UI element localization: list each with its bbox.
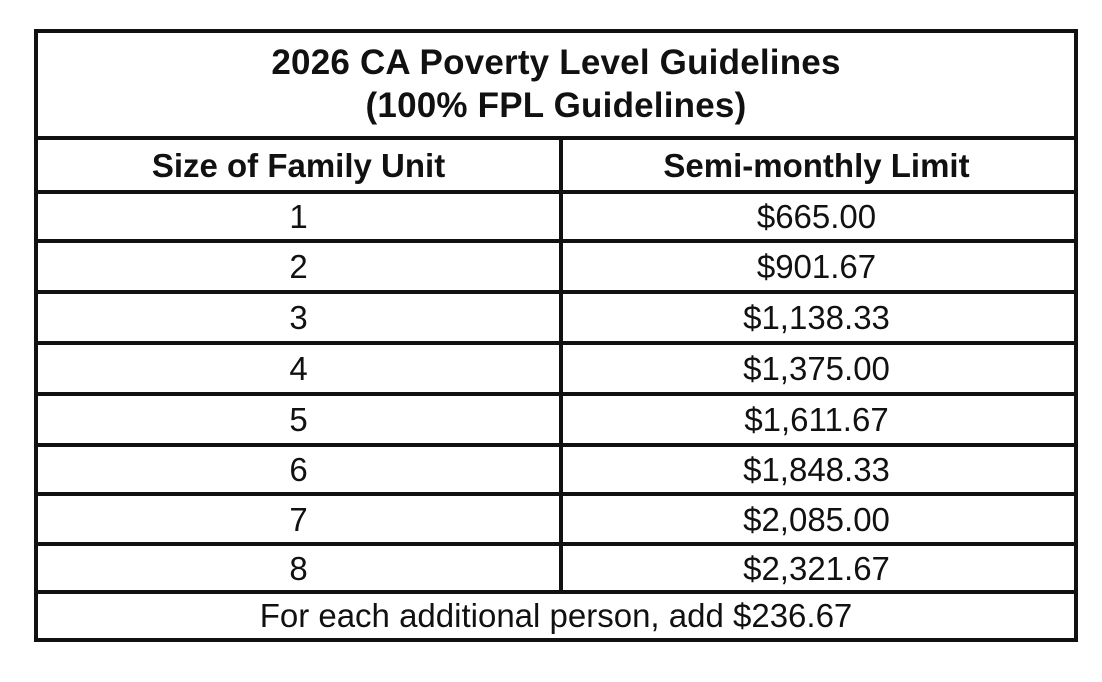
table-row — [38, 194, 1074, 239]
family-size-cell: 7 — [289, 500, 308, 538]
family-size-cell: 1 — [289, 198, 308, 235]
family-size-cell: 3 — [289, 299, 308, 336]
semi-monthly-limit-cell: $2,085.00 — [743, 500, 890, 538]
header-size-of-family-unit: Size of Family Unit — [151, 146, 446, 184]
semi-monthly-limit-cell: $1,375.00 — [743, 350, 890, 387]
table-grid — [38, 140, 1074, 590]
table-row — [38, 294, 1074, 341]
semi-monthly-limit-cell: $901.67 — [756, 248, 877, 285]
additional-person-note: For each additional person, add $236.67 — [38, 590, 1074, 638]
semi-monthly-limit-cell: $665.00 — [756, 198, 877, 235]
family-size-cell: 6 — [289, 451, 308, 488]
column-divider — [559, 140, 563, 590]
table-row — [38, 546, 1074, 590]
table-row — [38, 447, 1074, 492]
semi-monthly-limit-cell: $2,321.67 — [743, 549, 890, 587]
table-header-row — [38, 140, 1074, 190]
table-subtitle: (100% FPL Guidelines) — [365, 86, 747, 125]
family-size-cell: 2 — [289, 248, 308, 285]
family-size-cell: 8 — [289, 549, 308, 587]
table-row — [38, 496, 1074, 542]
semi-monthly-limit-cell: $1,138.33 — [743, 299, 890, 336]
table-row — [38, 345, 1074, 392]
family-size-cell: 5 — [289, 401, 308, 438]
semi-monthly-limit-cell: $1,611.67 — [744, 401, 889, 438]
table-title: 2026 CA Poverty Level Guidelines — [271, 43, 841, 82]
table-row — [38, 396, 1074, 443]
semi-monthly-limit-cell: $1,848.33 — [743, 451, 890, 488]
family-size-cell: 4 — [289, 350, 308, 387]
table-row — [38, 243, 1074, 290]
poverty-guidelines-table — [34, 29, 1078, 642]
header-semi-monthly-limit: Semi-monthly Limit — [663, 146, 970, 184]
table-title-block — [38, 33, 1074, 140]
